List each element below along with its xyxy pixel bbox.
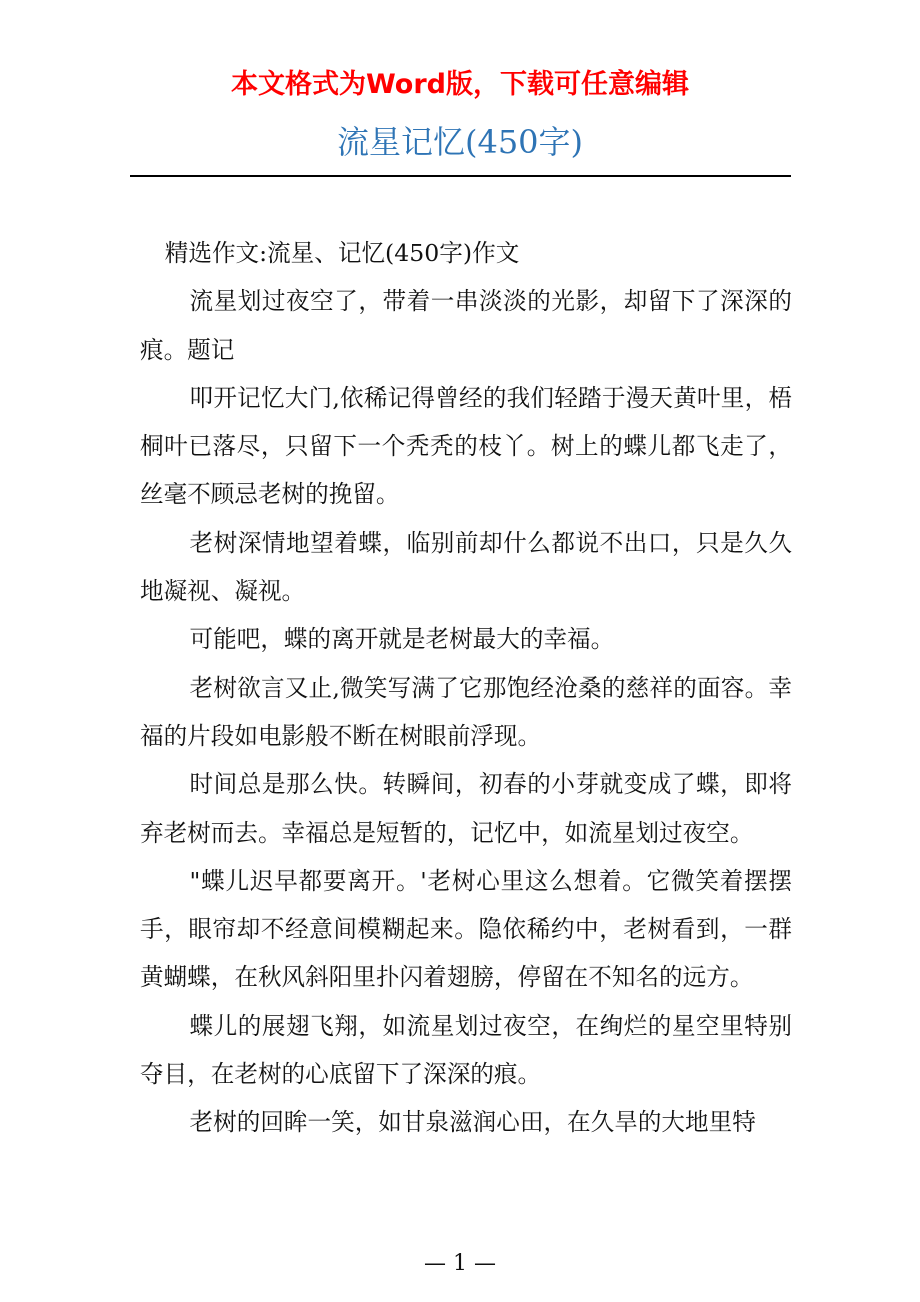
paragraph: 老树欲言又止,微笑写满了它那饱经沧桑的慈祥的面容。幸福的片段如电影般不断在树眼前浮现。 [140, 673, 792, 750]
document-title: 流星记忆(450字) [336, 123, 584, 161]
paragraph: 蝶儿的展翅飞翔，如流星划过夜空，在绚烂的星空里特别夺目，在老树的心底留下了深深的痕。 [140, 1011, 792, 1089]
paragraph: 可能吧，蝶的离开就是老树最大的幸福。 [189, 625, 615, 654]
subtitle-line: 精选作文:流星、记忆(450字)作文 [164, 239, 520, 267]
paragraph: 时间总是那么快。转瞬间，初春的小芽就变成了蝶，即将弃老树而去。幸福总是短暂的，记忆中，如流星划过夜空。 [140, 770, 792, 847]
title-divider [130, 175, 791, 177]
paragraph: 流星划过夜空了，带着一串淡淡的光影，却留下了深深的痕。题记 [140, 287, 792, 364]
paragraph: "蝶儿迟早都要离开。'老树心里这么想着。它微笑着摆摆手，眼帘却不经意间模糊起来。隐依稀约中，老树看到，一群黄蝴蝶，在秋风斜阳里扑闪着翅膀，停留在不知名的远方。 [140, 866, 792, 992]
document-body [140, 229, 792, 1147]
paragraph: 老树的回眸一笑，如甘泉滋润心田，在久旱的大地里特 [189, 1108, 756, 1137]
format-banner: 本文格式为Word版，下载可任意编辑 [230, 69, 689, 100]
paragraph: 叩开记忆大门,依稀记得曾经的我们轻踏于漫天黄叶里，梧桐叶已落尽，只留下一个秃秃的枝丫。树上的蝶儿都飞走了，丝毫不顾忌老树的挽留。 [140, 383, 792, 509]
page-number: — 1 — [0, 1250, 920, 1278]
paragraph: 老树深情地望着蝶，临别前却什么都说不出口，只是久久地凝视、凝视。 [140, 528, 792, 606]
